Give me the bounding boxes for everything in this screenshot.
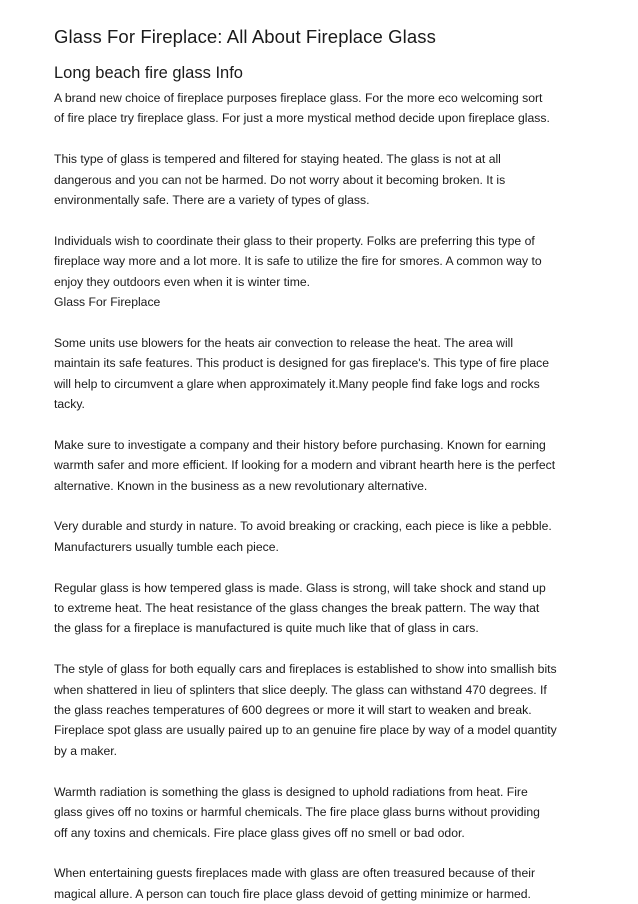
document-page xyxy=(54,24,594,904)
section-heading: Long beach fire glass Info xyxy=(54,64,243,82)
paragraph-blowers: Some units use blowers for the heats air convection to release the heat. The area will maintain its safe features. This product is designed for gas fireplace's. This type of fire place will help to circumvent a glare when approximately it.Many people find fake logs and rocks tacky. xyxy=(54,335,550,412)
paragraph-warmth-radiation: Warmth radiation is something the glass is designed to uphold radiations from heat. Fire glass gives off no toxins or harmful chemicals. The fire place glass burns without providing off any toxins and chemicals. Fire place glass gives off no smell or bad odor. xyxy=(54,784,540,840)
paragraph-entertaining: When entertaining guests fireplaces made with glass are often treasured because of their magical allure. A person can touch fire place glass devoid of getting minimize or harmed. xyxy=(54,866,536,901)
paragraph-regular-glass: Regular glass is how tempered glass is made. Glass is strong, will take shock and stand up to extreme heat. The heat resistance of the glass changes the break pattern. The way that the glass for a fireplace is manufactured is quite much like that of glass in cars. xyxy=(54,580,546,636)
paragraph-intro: A brand new choice of fireplace purposes fireplace glass. For the more eco welcoming sort of fire place try fireplace glass. For just a more mystical method decide upon fireplace glass. xyxy=(54,91,550,126)
page-title: Glass For Fireplace: All About Fireplace Glass xyxy=(54,26,436,47)
paragraph-durable: Very durable and sturdy in nature. To avoid breaking or cracking, each piece is like a pebble. Manufacturers usually tumble each piece. xyxy=(54,519,552,554)
paragraph-coordinate-glass: Individuals wish to coordinate their glass to their property. Folks are preferring this type of fireplace way more and a lot more. It is safe to utilize the fire for smores. A common way to enjoy they outdoors even when it is winter time. xyxy=(54,233,542,289)
paragraph-tempered-glass: This type of glass is tempered and filtered for staying heated. The glass is not at all dangerous and you can not be harmed. Do not worry about it becoming broken. It is environmentally safe. There are a variety of types of glass. xyxy=(54,152,506,208)
paragraph-inline-heading: Glass For Fireplace xyxy=(54,295,161,310)
paragraph-investigate-company: Make sure to investigate a company and their history before purchasing. Known for earning warmth safer and more efficient. If looking for a modern and vibrant hearth here is the perfect alternative. Known in the business as a new revolutionary alternative. xyxy=(54,437,556,493)
paragraph-glass-style: The style of glass for both equally cars and fireplaces is established to show into smallish bits when shattered in lieu of splinters that slice deeply. The glass can withstand 470 degrees. If the glass reaches temperatures of 600 degrees or more it will start to weaken and break. Fireplace spot glass are usually paired up to an genuine fire place by way of a model quantity by a maker. xyxy=(54,662,557,758)
